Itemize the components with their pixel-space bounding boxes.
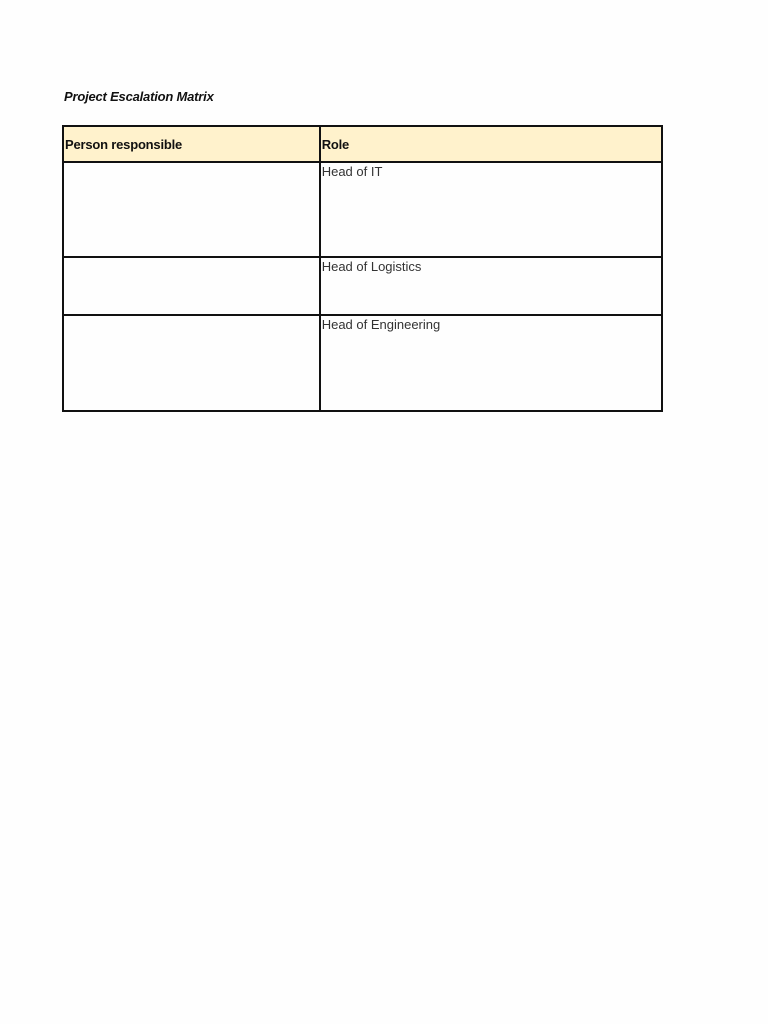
- role-cell[interactable]: Head of Engineering: [320, 315, 662, 411]
- role-cell[interactable]: Head of IT: [320, 162, 662, 257]
- header-role: Role: [320, 126, 662, 162]
- escalation-matrix-table: [62, 125, 663, 412]
- person-cell[interactable]: [63, 162, 320, 257]
- table-row: [63, 162, 662, 257]
- table-row: [63, 315, 662, 411]
- role-cell[interactable]: Head of Logistics: [320, 257, 662, 315]
- page-title: Project Escalation Matrix: [64, 89, 214, 104]
- table-row: [63, 257, 662, 315]
- table-header-row: [63, 126, 662, 162]
- person-cell[interactable]: [63, 257, 320, 315]
- person-cell[interactable]: [63, 315, 320, 411]
- header-person-responsible: Person responsible: [63, 126, 320, 162]
